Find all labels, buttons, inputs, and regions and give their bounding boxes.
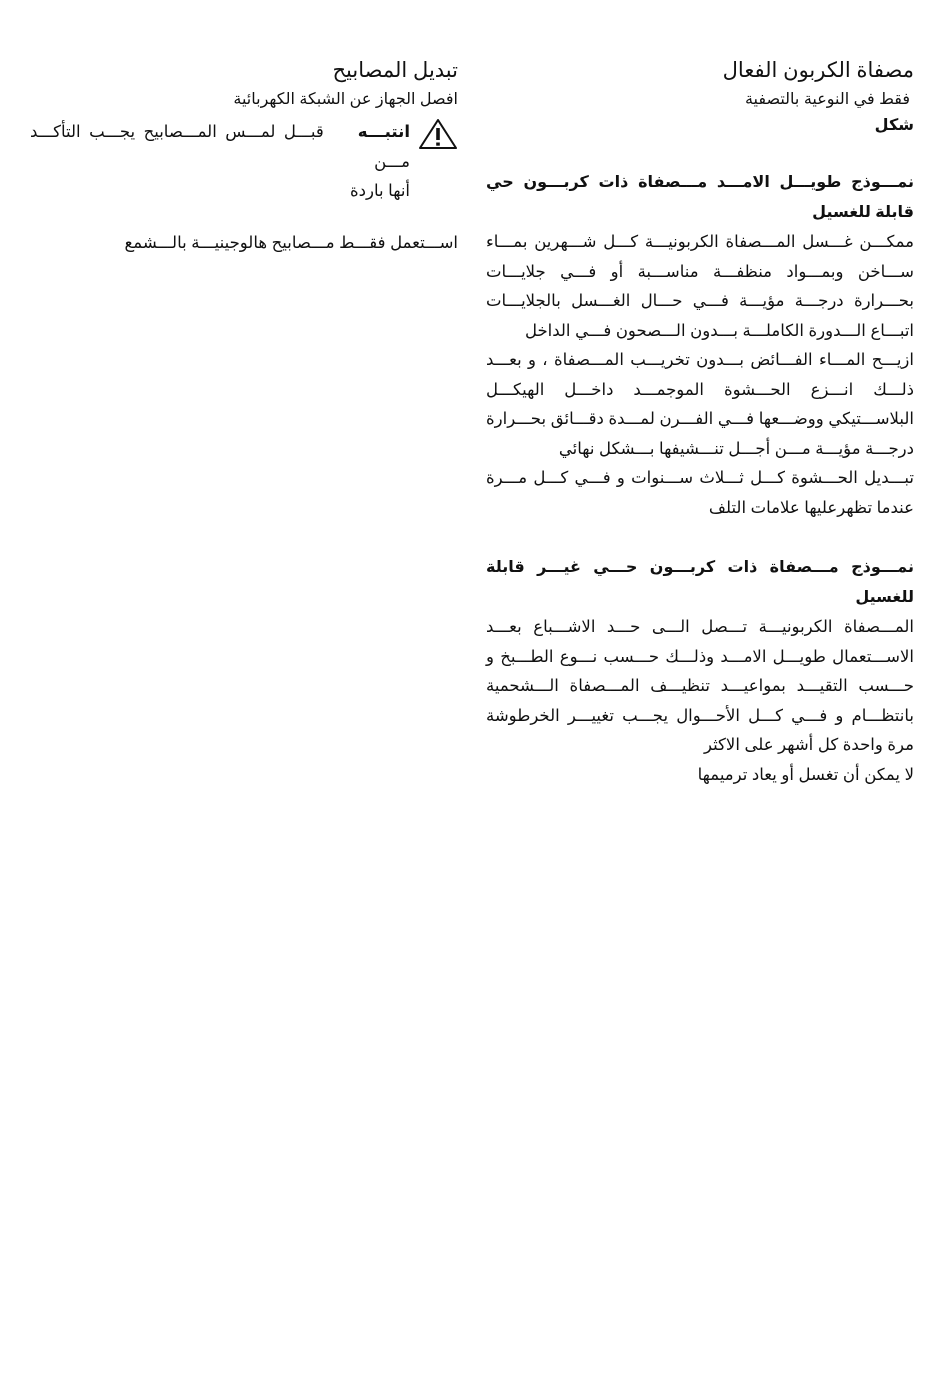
warning-message: قبـــل لمـــس المـــصابيح يجـــب التأكـــد مـــن	[30, 123, 410, 171]
washable-filter-paragraph: ممكـــن غـــسل المـــصفاة الكربونيـــة كـــل شـــهرين بمـــاء ســـاخن وبمـــواد منظفـــة مناســـبة أو فـــي جلايـــات بحـــرارة درجـــة مؤيـــة فـــي حـــال الغـــسل بالجلايـــات اتبـــاع الـــدورة الكاملـــة بـــدون الـــصحون فـــي الداخل	[486, 233, 914, 340]
non-washable-filter-title: نمـــوذج مـــصفاة ذات كربـــون حـــي غيـــر قابلة للغسيل	[486, 559, 914, 606]
non-washable-filter-paragraph: لا يمكن أن تغسل أو يعاد ترميمها	[697, 765, 914, 784]
washable-filter-title: نمـــوذج طويـــل الامـــد مـــصفاة ذات كربـــون حي قابلة للغسيل	[486, 174, 914, 221]
lamp-replacement-subtitle: افصل الجهاز عن الشبكة الكهربائية	[233, 91, 458, 108]
non-washable-filter-paragraph: المـــصفاة الكربونيـــة تـــصل الـــى حـــد الاشـــباع بعـــد الاســـتعمال طويـــل الامـــد وذلـــك حـــسب نـــوع الطـــبخ و حـــسب التقيـــد بمواعيـــد تنظيـــف المـــصفاة الـــشحمية بانتظـــام و فـــي كـــل الأحـــوال يجـــب تغييـــر الخرطوشة مرة واحدة كل أشهر على الاكثر	[486, 618, 914, 754]
right-column	[486, 56, 914, 790]
lamp-replacement-title: تبديل المصابيح	[332, 59, 458, 82]
warning-text	[30, 118, 410, 177]
carbon-filter-title: مصفاة الكربون الفعال	[722, 59, 914, 82]
left-column	[30, 56, 458, 258]
halogen-lamp-note: اســـتعمل فقـــط مـــصابيح هالوجينيـــة بالـــشمع	[124, 233, 458, 252]
shape-label: شكل	[874, 117, 914, 134]
warning-row	[30, 118, 458, 177]
warning-triangle-icon	[418, 118, 458, 150]
warning-label: انتبـــه	[357, 123, 410, 141]
warning-continuation: أنها باردة	[350, 182, 410, 200]
washable-filter-paragraph: ازيـــح المـــاء الفـــائض بـــدون تخريـــب المـــصفاة ، و بعـــد ذلـــك انـــزع الحـــشوة الموجمـــد داخـــل الهيكـــل البلاســـتيكي ووضـــعها فـــي الفـــرن لمـــدة دقـــائق بحـــرارة درجـــة مؤيـــة مـــن أجـــل تنـــشيفها بـــشكل نهائي	[486, 351, 914, 458]
carbon-filter-subtitle: فقط في النوعية بالتصفية	[744, 91, 910, 108]
washable-filter-paragraph: تبـــديل الحـــشوة كـــل ثـــلاث ســـنوات و فـــي كـــل مـــرة عندما تظهرعليها علامات التلف	[486, 469, 914, 517]
